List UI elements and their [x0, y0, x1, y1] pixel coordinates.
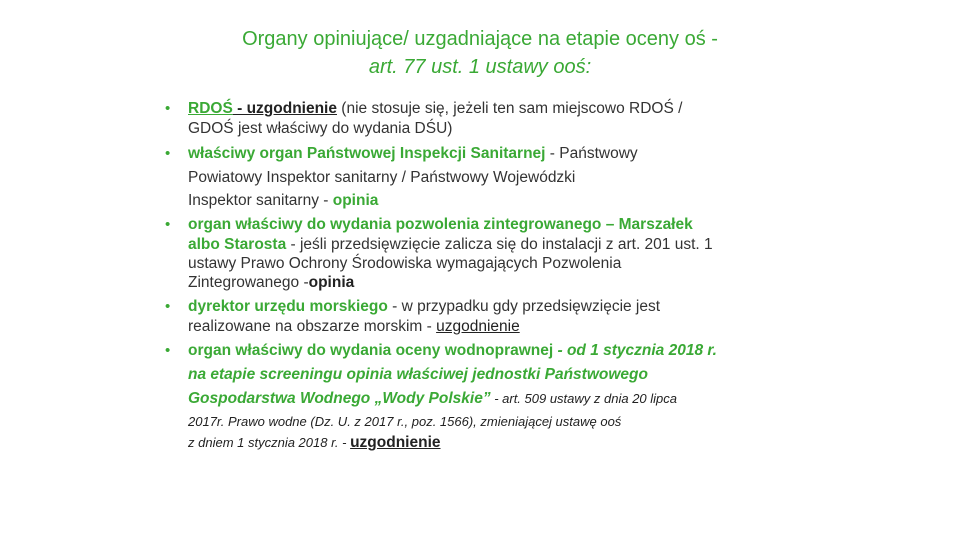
item-5-line-5 — [188, 433, 441, 453]
item-5-line-3 — [188, 389, 677, 409]
morski-text-2: realizowane na obszarze morskim - — [188, 318, 437, 335]
bullet-marker: • — [165, 216, 171, 233]
pis-text-3: Inspektor sanitarny - — [188, 192, 333, 209]
item-1-line-1 — [188, 99, 682, 119]
pz-opinia: opinia — [308, 274, 355, 291]
item-5-line-1 — [188, 341, 717, 361]
wody-art: - art. 509 ustawy z dnia 20 lipca — [490, 391, 678, 406]
item-3-line-1: organ właściwy do wydania pozwolenia zintegrowanego – Marszałek — [188, 216, 693, 233]
rdos-type: - uzgodnienie — [232, 100, 337, 117]
bullet-marker: • — [165, 100, 171, 117]
item-2-line-3 — [188, 191, 378, 211]
pis-text: - Państwowy — [545, 145, 638, 162]
pis-opinia: opinia — [332, 192, 379, 209]
item-3-line-3: ustawy Prawo Ochrony Środowiska wymagających Pozwolenia — [188, 255, 622, 272]
morski-text: - w przypadku gdy przedsięwzięcie jest — [387, 298, 661, 315]
bullet-marker: • — [165, 298, 171, 315]
pis-label: właściwy organ Państwowej Inspekcji Sanitarnej — [188, 145, 546, 162]
morski-uzgodnienie: uzgodnienie — [436, 318, 520, 335]
wody-uzgodnienie: uzgodnienie — [350, 434, 441, 451]
wodno-date: - od 1 stycznia 2018 r. — [557, 342, 717, 359]
wody-polskie: Gospodarstwa Wodnego „Wody Polskie” — [188, 390, 491, 407]
item-2-line-1 — [188, 144, 638, 164]
bullet-marker: • — [165, 342, 171, 359]
item-5-line-4: 2017r. Prawo wodne (Dz. U. z 2017 r., poz. 1566), zmieniającej ustawę ooś — [188, 414, 622, 429]
pz-text: Zintegrowanego - — [188, 274, 309, 291]
item-4-line-1 — [188, 297, 660, 317]
item-5-line-2: na etapie screeningu opinia właściwej jednostki Państwowego — [188, 366, 648, 383]
wodno-label: organ właściwy do wydania oceny wodnoprawnej — [188, 342, 558, 359]
item-3-line-4 — [188, 273, 354, 293]
bullet-marker: • — [165, 145, 171, 162]
item-2-line-2: Powiatowy Inspektor sanitarny / Państwowy Wojewódzki — [188, 169, 576, 186]
rdos-label: RDOŚ — [188, 100, 233, 117]
title-line-2: art. 77 ust. 1 ustawy ooś: — [368, 56, 592, 78]
title-line-1: Organy opiniujące/ uzgadniające na etapie oceny oś - — [242, 28, 718, 50]
wody-date-text: z dniem 1 stycznia 2018 r. - — [188, 435, 351, 450]
starosta-text: - jeśli przedsięwzięcie zalicza się do instalacji z art. 201 ust. 1 — [286, 236, 713, 253]
item-4-line-2 — [188, 317, 520, 337]
rdos-note: (nie stosuje się, jeżeli ten sam miejscowo RDOŚ / — [336, 100, 683, 117]
item-3-line-2 — [188, 235, 713, 255]
morski-label: dyrektor urzędu morskiego — [188, 298, 388, 315]
starosta-label: albo Starosta — [188, 236, 287, 253]
item-1-line-2: GDOŚ jest właściwy do wydania DŚU) — [188, 120, 453, 137]
